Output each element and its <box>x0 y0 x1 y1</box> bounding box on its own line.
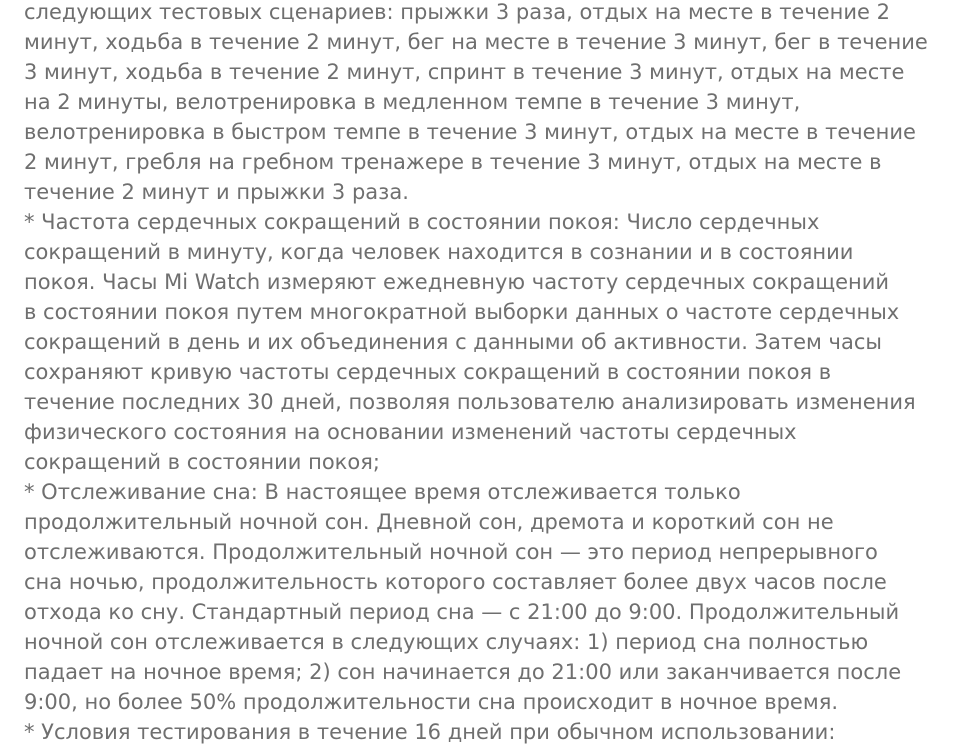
text-line: 9:00, но более 50% продолжительности сна происходит в ночное время. <box>24 690 839 714</box>
text-line: ночной сон отслеживается в следующих случаях: 1) период сна полностью <box>24 630 869 654</box>
document-body <box>24 0 944 747</box>
text-line: сокращений в минуту, когда человек находится в сознании и в состоянии <box>24 240 854 264</box>
text-line: падает на ночное время; 2) сон начинается до 21:00 или заканчивается после <box>24 660 902 684</box>
paragraph-test-scenarios <box>24 0 944 207</box>
text-line: сокращений в состоянии покоя; <box>24 450 380 474</box>
paragraph-resting-heart-rate <box>24 207 944 477</box>
text-line: сокращений в день и их объединения с данными об активности. Затем часы <box>24 330 882 354</box>
text-line: 2 минут, гребля на гребном тренажере в течение 3 минут, отдых на месте в <box>24 150 882 174</box>
text-line: отхода ко сну. Стандартный период сна — с 21:00 до 9:00. Продолжительный <box>24 600 900 624</box>
text-line: * Условия тестирования в течение 16 дней при обычном использовании: <box>24 720 836 744</box>
text-line: минут, ходьба в течение 2 минут, бег на месте в течение 3 минут, бег в течение <box>24 30 928 54</box>
text-line: отслеживаются. Продолжительный ночной сон — это период непрерывного <box>24 540 878 564</box>
text-line: сохраняют кривую частоты сердечных сокращений в состоянии покоя в <box>24 360 832 384</box>
text-line: велотренировка в быстром темпе в течение 3 минут, отдых на месте в течение <box>24 120 916 144</box>
text-line: следующих тестовых сценариев: прыжки 3 раза, отдых на месте в течение 2 <box>24 0 891 24</box>
text-line: сна ночью, продолжительность которого составляет более двух часов после <box>24 570 887 594</box>
text-line: на 2 минуты, велотренировка в медленном темпе в течение 3 минут, <box>24 90 801 114</box>
paragraph-testing-conditions <box>24 717 944 747</box>
text-line: продолжительный ночной сон. Дневной сон, дремота и короткий сон не <box>24 510 834 534</box>
text-line: покоя. Часы Mi Watch измеряют ежедневную частоту сердечных сокращений <box>24 270 890 294</box>
text-line: течение последних 30 дней, позволяя пользователю анализировать изменения <box>24 390 916 414</box>
text-line: * Частота сердечных сокращений в состоянии покоя: Число сердечных <box>24 210 820 234</box>
paragraph-sleep-tracking <box>24 477 944 717</box>
text-line: 3 минут, ходьба в течение 2 минут, спринт в течение 3 минут, отдых на месте <box>24 60 905 84</box>
text-line: физического состояния на основании изменений частоты сердечных <box>24 420 797 444</box>
text-line: в состоянии покоя путем многократной выборки данных о частоте сердечных <box>24 300 900 324</box>
text-line: * Отслеживание сна: В настоящее время отслеживается только <box>24 480 741 504</box>
text-line: течение 2 минут и прыжки 3 раза. <box>24 180 409 204</box>
